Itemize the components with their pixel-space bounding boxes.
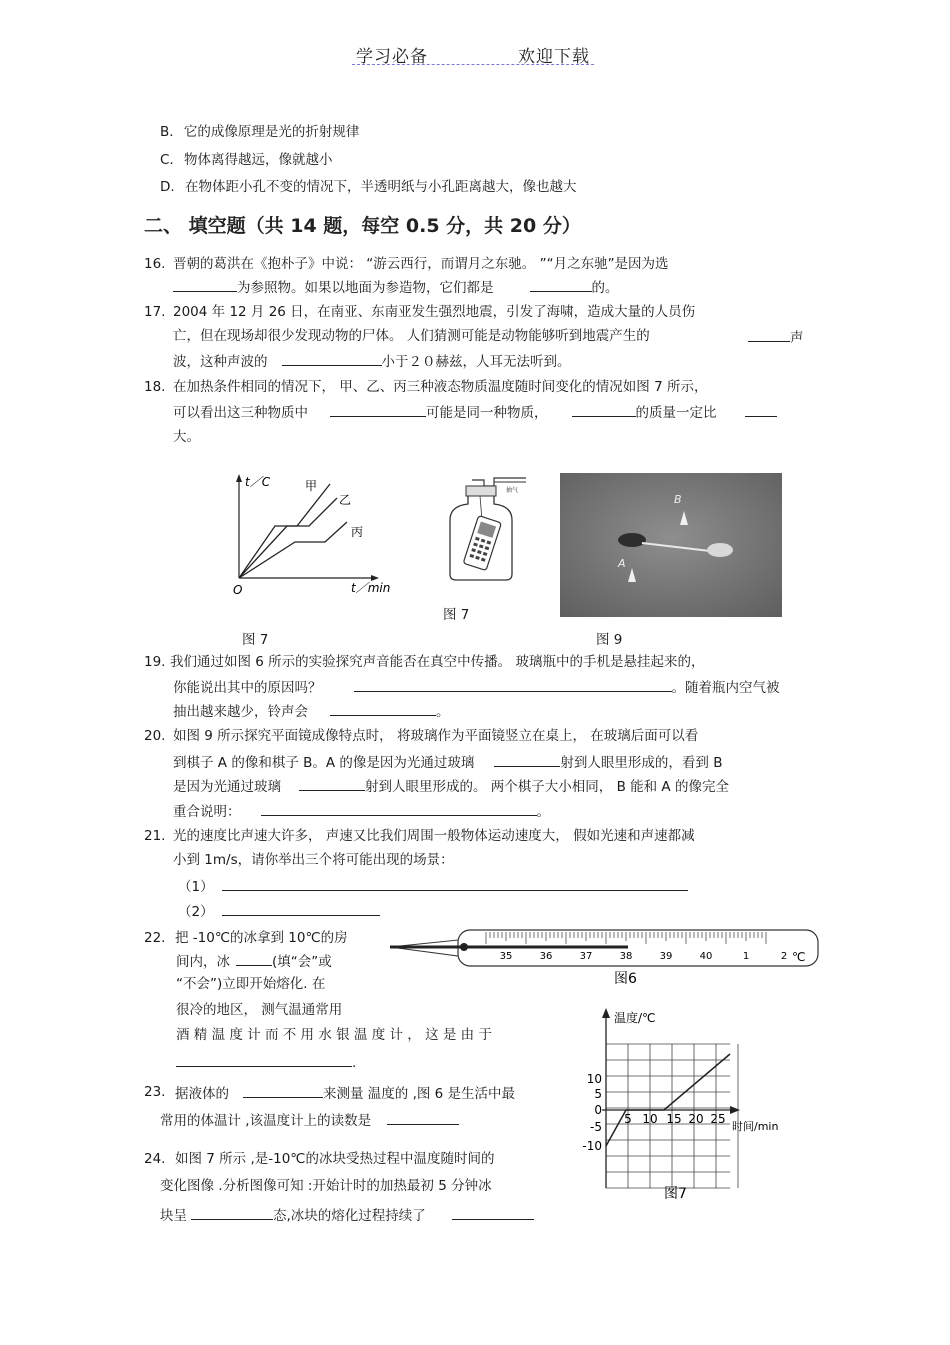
answer-blank[interactable] — [572, 402, 636, 417]
tick-label: 39 — [659, 951, 673, 962]
q21-line2: 小到 1m/s，请你举出三个将可能出现的场景： — [173, 852, 454, 868]
q16-text-b: 的。 — [591, 280, 619, 296]
photo-background — [560, 473, 782, 617]
q20-text-a: 重合说明： — [173, 804, 241, 820]
tick-label: 37 — [579, 951, 593, 962]
q17-line2: 亡，但在现场却很少发现动物的尸体。 人们猜测可能是动物能够听到地震产生的 — [173, 328, 650, 344]
q20-line3 — [173, 776, 729, 796]
answer-blank[interactable] — [330, 701, 436, 716]
tick-label: 36 — [539, 951, 553, 962]
y-tick: 5 — [594, 1087, 602, 1101]
q19-text-b: 。随着瓶内空气被 — [671, 680, 780, 696]
temp-time-figure — [225, 470, 405, 600]
q18-line2 — [173, 402, 777, 422]
tick-label: 35 — [499, 951, 513, 962]
answer-blank[interactable] — [494, 752, 560, 767]
q20-text-a: 到棋子 A 的像和棋子 B。A 的像是因为光通过玻璃 — [173, 755, 475, 771]
q22-line3: “不会”)立即开始熔化. 在 — [176, 976, 326, 992]
tick-label: 38 — [619, 951, 633, 962]
thermometer-bulb — [460, 943, 468, 951]
light-object — [707, 543, 733, 557]
thermometer-figure — [388, 926, 824, 988]
y-tick: -10 — [582, 1139, 602, 1153]
q23-text-b: 来测量 温度的 ,图 6 是生活中最 — [323, 1086, 516, 1102]
q22-line6 — [176, 1052, 356, 1072]
series-line-bing — [239, 522, 347, 578]
q22-text-a: 间内，冰 — [176, 954, 230, 970]
answer-blank[interactable] — [222, 901, 380, 916]
x-tick: 25 — [710, 1112, 726, 1126]
ice-heating-chart — [572, 1008, 800, 1204]
q22-line4: 很冷的地区， 测气温通常用 — [176, 1002, 343, 1018]
q20-line1: 如图 9 所示探究平面镜成像特点时， 将玻璃作为平面镜竖立在桌上， 在玻璃后面可以看 — [173, 728, 699, 744]
y-arrow-icon — [602, 1008, 610, 1018]
header-left: 学习必备 — [356, 47, 428, 67]
q16-line2 — [173, 277, 619, 297]
mirror-experiment-photo — [560, 473, 782, 617]
option-text: 它的成像原理是光的折射规律 — [183, 124, 360, 140]
q19-text-a: 抽出越来越少，铃声会 — [173, 704, 308, 720]
answer-blank[interactable] — [236, 951, 272, 966]
q24-line2: 变化图像 .分析图像可知 :开始计时的加热最初 5 分钟冰 — [160, 1178, 492, 1194]
q20-text-b: 。 — [536, 804, 550, 820]
figure-caption-middle: 图 7 — [443, 607, 470, 623]
answer-blank[interactable] — [176, 1052, 352, 1067]
legend-jia: 甲 — [305, 479, 318, 493]
answer-blank[interactable] — [299, 776, 365, 791]
q22-line1: 把 -10℃的冰拿到 10℃的房 — [175, 930, 348, 946]
tick-label: 2 — [780, 951, 788, 962]
q20-line2 — [173, 752, 722, 772]
q23-text-a: 据液体的 — [175, 1086, 229, 1102]
option-letter: C. — [160, 152, 174, 168]
q22-text: . — [352, 1055, 357, 1071]
answer-blank[interactable] — [452, 1205, 534, 1220]
q17-line3 — [173, 351, 571, 371]
q20-number: 20. — [144, 728, 166, 744]
option-c — [160, 151, 333, 169]
answer-blank[interactable] — [530, 277, 592, 292]
header-rule — [352, 64, 594, 65]
temperature-line — [606, 1054, 730, 1146]
q22-number: 22. — [144, 930, 166, 946]
option-b — [160, 123, 359, 141]
q24-number: 24. — [144, 1151, 166, 1167]
y-tick: -5 — [590, 1120, 602, 1134]
answer-blank[interactable] — [222, 876, 688, 891]
answer-blank[interactable] — [748, 327, 790, 342]
q19-line1: 我们通过如图 6 所示的实验探究声音能否在真空中传播。 玻璃瓶中的手机是悬挂起来的， — [170, 654, 705, 670]
tick-label: 40 — [699, 951, 713, 962]
q17-line1: 2004 年 12 月 26 日，在南亚、东南亚发生强烈地震，引发了海啸，造成大量的人员伤 — [173, 304, 696, 320]
figure-caption-right: 图 9 — [596, 632, 623, 648]
q21-line4 — [178, 901, 380, 921]
q18-text-c: 的质量一定比 — [635, 405, 717, 421]
q19-number: 19. — [144, 654, 166, 670]
q20-text-b: 射到人眼里形成的，看到 B — [560, 755, 723, 771]
unit-label: ℃ — [792, 950, 806, 964]
dark-object — [618, 533, 646, 547]
q19-text-b: 。 — [436, 704, 450, 720]
q17-text: 声 — [790, 330, 804, 346]
figure-caption-left: 图 7 — [242, 632, 269, 648]
q18-text-b: 可能是同一种物质， — [426, 405, 548, 421]
option-letter: D. — [160, 179, 175, 195]
q17-number: 17. — [144, 304, 166, 320]
q23-line1 — [175, 1083, 515, 1103]
thermometer-ticks — [486, 932, 766, 944]
q21-line3 — [178, 876, 688, 896]
q24-text-b: 态,冰块的熔化过程持续了 — [273, 1208, 426, 1224]
answer-blank[interactable] — [261, 801, 537, 816]
q21-item-label: （1） — [178, 879, 214, 895]
header-right: 欢迎下载 — [518, 47, 590, 67]
x-tick: 15 — [666, 1112, 682, 1126]
y-tick: 0 — [594, 1103, 602, 1117]
answer-blank[interactable] — [282, 351, 382, 366]
answer-blank[interactable] — [243, 1083, 323, 1098]
q18-line1: 在加热条件相同的情况下， 甲、乙、丙三种液态物质温度随时间变化的情况如图 7 所示， — [173, 379, 708, 395]
answer-blank[interactable] — [191, 1205, 273, 1220]
y-arrow-icon — [236, 474, 242, 482]
label-b: B — [674, 493, 682, 506]
y-tick: 10 — [586, 1072, 602, 1086]
x-axis-label: t／min — [351, 581, 391, 595]
q17-text-a: 波，这种声波的 — [173, 354, 268, 370]
answer-blank[interactable] — [173, 277, 237, 292]
q20-text-a: 是因为光通过玻璃 — [173, 779, 281, 795]
q23-text: 常用的体温计 ,该温度计上的读数是 — [160, 1113, 372, 1129]
q22-text-b: (填“会”或 — [272, 954, 332, 970]
thermometer-caption: 图6 — [614, 971, 637, 987]
q18-number: 18. — [144, 379, 166, 395]
bottle-phone-figure — [440, 472, 530, 584]
q18-line3: 大。 — [173, 429, 200, 445]
tick-label: 1 — [742, 951, 750, 962]
answer-blank[interactable] — [387, 1110, 459, 1125]
q20-line4 — [173, 801, 550, 821]
q22-line2 — [176, 951, 332, 971]
x-axis-label: 时间/min — [732, 1120, 779, 1133]
legend-yi: 乙 — [339, 493, 352, 507]
q21-line1: 光的速度比声速大许多， 声速又比我们周围一般物体运动速度大， 假如光速和声速都减 — [173, 828, 695, 844]
bottle-stopper — [466, 486, 496, 496]
option-text: 在物体距小孔不变的情况下，半透明纸与小孔距离越大，像也越大 — [184, 179, 577, 195]
option-letter: B. — [160, 124, 174, 140]
y-axis-label: t／C — [245, 475, 271, 489]
q17-text-b: 小于２０赫兹，人耳无法听到。 — [381, 354, 571, 370]
q24-text-a: 块呈 — [160, 1208, 187, 1224]
q16-line1: 晋朝的葛洪在《抱朴子》中说： “游云西行，而谓月之东驰。 ”“月之东驰”是因为选 — [173, 256, 669, 272]
q19-text-a: 你能说出其中的原因吗？ — [173, 680, 322, 696]
option-d — [160, 178, 576, 196]
q16-text-a: 为参照物。如果以地面为参造物，它们都是 — [237, 280, 494, 296]
q18-text-a: 可以看出这三种物质中 — [173, 405, 308, 421]
series-line-yi — [239, 498, 337, 578]
tube-label: 抽气 — [506, 487, 519, 494]
x-tick: 20 — [688, 1112, 704, 1126]
legend-bing: 丙 — [351, 525, 364, 539]
answer-blank[interactable] — [330, 402, 426, 417]
q23-line2 — [160, 1110, 459, 1130]
q16-number: 16. — [144, 256, 166, 272]
q22-line5: 酒 精 温 度 计 而 不 用 水 银 温 度 计 ， 这 是 由 于 — [176, 1027, 492, 1043]
phone-icon — [463, 516, 501, 571]
section-title: 二、 填空题（共 14 题，每空 0.5 分，共 20 分） — [144, 215, 581, 237]
q19-line3 — [173, 701, 450, 721]
x-tick: 10 — [642, 1112, 658, 1126]
y-axis-label: 温度/℃ — [614, 1011, 656, 1025]
chart-caption: 图7 — [664, 1186, 687, 1202]
q19-line2 — [173, 677, 780, 697]
q21-item-label: （2） — [178, 904, 214, 920]
q24-line3 — [160, 1205, 534, 1225]
label-a: A — [618, 557, 626, 570]
origin-label: O — [233, 583, 243, 597]
x-tick: 5 — [624, 1112, 632, 1126]
q24-line1: 如图 7 所示 ,是-10℃的冰块受热过程中温度随时间的 — [175, 1151, 495, 1167]
option-text: 物体离得越远，像就越小 — [184, 152, 333, 168]
answer-blank[interactable] — [745, 402, 777, 417]
q23-number: 23. — [144, 1084, 166, 1100]
q21-number: 21. — [144, 828, 166, 844]
x-arrow-icon — [730, 1106, 740, 1114]
q20-text-b: 射到人眼里形成的。 两个棋子大小相同， B 能和 A 的像完全 — [365, 779, 729, 795]
answer-blank[interactable] — [354, 677, 672, 692]
q17-line2-end — [748, 327, 804, 347]
